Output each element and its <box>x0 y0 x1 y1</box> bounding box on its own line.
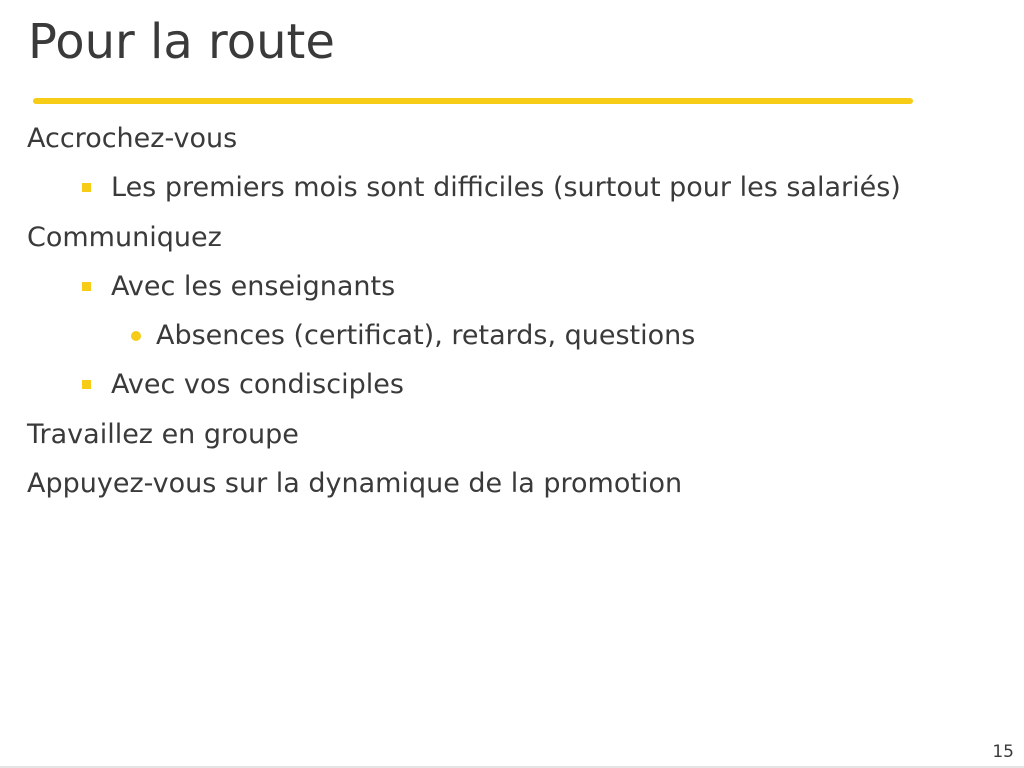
bullet-item <box>0 213 1024 262</box>
bullet-text: Les premiers mois sont difficiles (surtout pour les salariés) <box>111 172 901 204</box>
bullet-item <box>0 459 1024 508</box>
bullet-text: Accrochez-vous <box>27 123 238 154</box>
square-bullet-icon <box>82 282 91 291</box>
bullet-item <box>0 360 1024 409</box>
slide-body <box>0 114 1024 508</box>
bullet-text: Avec les enseignants <box>111 270 396 302</box>
square-bullet-icon <box>82 380 91 389</box>
bullet-item <box>0 311 1024 360</box>
bullet-item <box>0 262 1024 311</box>
bullet-text: Absences (certificat), retards, questions <box>156 320 696 352</box>
bullet-text: Avec vos condisciples <box>111 369 404 401</box>
title-underline <box>33 98 913 104</box>
square-bullet-icon <box>82 183 91 192</box>
bullet-text: Travaillez en groupe <box>27 418 299 450</box>
bullet-item <box>0 163 1024 212</box>
dot-bullet-icon <box>131 331 141 341</box>
bullet-item <box>0 410 1024 459</box>
bullet-item <box>0 114 1024 163</box>
bullet-text: Appuyez-vous sur la dynamique de la promotion <box>27 468 683 500</box>
bullet-text: Communiquez <box>27 221 222 253</box>
slide-title: Pour la route <box>28 14 335 70</box>
page-number: 15 <box>992 742 1014 762</box>
